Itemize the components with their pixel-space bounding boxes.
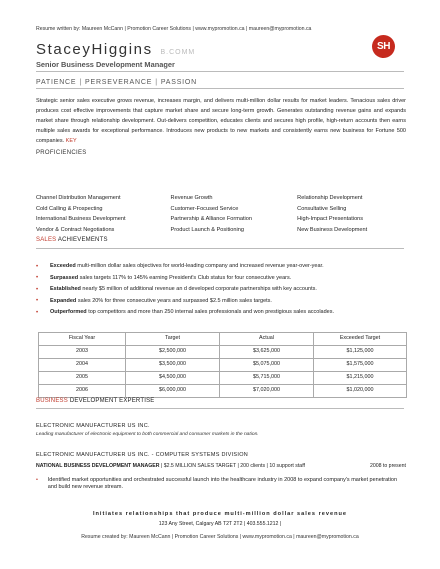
table-header-row: [39, 333, 407, 346]
heading-lead: SALES: [36, 237, 57, 243]
divider: [36, 408, 404, 409]
summary-text: Strategic senior sales executive grows revenue, increases margin, and delivers multi-million dollar results for market leaders. Tenacious sales driver produces cost effective improvements that capture market share and secure long-term growth. Generates outstanding revenue gains and expands market share through relationship development. Out-delivers competition, educates clients and secures high profile, high-return accounts then earns multiple sales awards for exceptional performance. Introduces new products to new markets and consistently earns new business for Fortune 500 companies.: [36, 98, 406, 145]
bullet-icon: •: [36, 298, 39, 305]
expertise-heading: [36, 397, 155, 405]
bullet-text: multi-million dollar sales objectives for world-leading company and increased revenue year-over-year.: [75, 263, 324, 270]
sales-results-table: [38, 332, 407, 398]
table-cell: 2004: [39, 359, 126, 372]
company-name: ELECTRONIC MANUFACTURER US INC.: [36, 423, 150, 429]
table-cell: $1,020,000: [314, 385, 407, 398]
bullet-text: Identified market opportunities and orchestrated successful launch into the healthcare industry in 2008 to expand company's market penetration and build new revenue stream.: [47, 477, 398, 491]
key-label: KEY: [65, 138, 77, 145]
motto-3: PASSION: [160, 79, 198, 86]
table-cell: $3,500,000: [126, 359, 220, 372]
skills-grid: [36, 195, 406, 237]
motto-separator: |: [79, 79, 82, 86]
bullet-icon: •: [36, 309, 39, 316]
sales-achievements-heading: [36, 236, 108, 244]
resume-written-by: Resume written by: Maureen McCann | Promotion Career Solutions | www.mypromotion.ca | maureen@mypromotion.ca: [36, 26, 312, 32]
role-details: | $2.5 MILLION SALES TARGET | 200 clients | 10 support staff: [160, 463, 305, 469]
initiative-statement: Initiates relationships that produce multi-million dollar sales revenue: [92, 511, 348, 517]
bullet-text: sales targets 117% to 145% earning President's Club status for four consecutive years.: [78, 274, 292, 281]
list-item: [36, 273, 404, 285]
resume-created-by: Resume created by: Maureen McCann | Promotion Career Solutions | www.mypromotion.ca | maureen@mypromotion.ca: [81, 534, 359, 540]
list-item: [36, 284, 404, 296]
job-title: Senior Business Development Manager: [36, 60, 175, 69]
table-cell: $1,575,000: [314, 359, 407, 372]
skill-item: Product Launch & Positioning: [170, 226, 244, 233]
division-name: ELECTRONIC MANUFACTURER US INC. - COMPUTER SYSTEMS DIVISION: [36, 452, 249, 458]
bullet-lead: Outperformed: [50, 309, 87, 316]
role-dates: 2008 to present: [369, 463, 406, 469]
column-header: Fiscal Year: [39, 333, 126, 346]
bullet-lead: Established: [50, 286, 81, 293]
credential: B.COMM: [160, 49, 196, 56]
proficiencies-heading: PROFICIENCIES: [36, 150, 87, 156]
candidate-name: [36, 40, 195, 60]
motto-2: PERSEVERANCE: [85, 79, 153, 86]
bullet-icon: •: [36, 286, 39, 293]
skill-item: Partnership & Alliance Formation: [170, 216, 253, 222]
table-cell: $2,500,000: [126, 346, 220, 359]
skill-item: Revenue Growth: [170, 195, 213, 201]
heading-lead: BUSINESS: [36, 398, 68, 404]
motto-line: [36, 78, 197, 87]
contact-address: 123 Any Street, Calgary AB T2T 2T2 | 403.555.1212 |: [158, 521, 282, 527]
table-cell: $1,215,000: [314, 372, 407, 385]
bullet-lead: Surpassed: [50, 274, 79, 281]
skill-item: Consultative Selling: [297, 205, 347, 212]
skill-item: High-Impact Presentations: [297, 216, 364, 222]
heading-rest: ACHIEVEMENTS: [57, 237, 108, 243]
skill-item: International Business Development: [36, 216, 126, 222]
table-row: [39, 359, 407, 372]
skill-item: Relationship Development: [297, 195, 363, 201]
bullet-lead: Expanded: [50, 297, 77, 304]
table-cell: $7,020,000: [220, 385, 314, 398]
skill-item: Channel Distribution Management: [36, 195, 121, 201]
skills-row: [36, 206, 406, 217]
monogram-logo: SH: [372, 35, 395, 58]
skill-item: Customer-Focused Service: [170, 205, 239, 212]
bullet-text: top competitors and more than 250 internal sales professionals and won prestigious sales accolades.: [86, 309, 335, 316]
table-cell: $4,500,000: [126, 372, 220, 385]
motto-1: PATIENCE: [36, 79, 77, 86]
divider: [36, 88, 404, 89]
column-header: Actual: [220, 333, 314, 346]
table-row: [39, 346, 407, 359]
divider: [36, 248, 404, 249]
column-header: Exceeded Target: [314, 333, 407, 346]
bullet-icon: •: [36, 263, 39, 270]
table-cell: 2005: [39, 372, 126, 385]
skill-item: Cold Calling & Prospecting: [36, 205, 103, 212]
heading-rest: DEVELOPMENT EXPERTISE: [69, 398, 155, 404]
bullet-text: sales 20% for three consecutive years and surpassed $2.5 million sales targets.: [76, 297, 272, 304]
table-cell: 2006: [39, 385, 126, 398]
list-item: [36, 307, 404, 319]
table-cell: 2003: [39, 346, 126, 359]
table-cell: $3,625,000: [220, 346, 314, 359]
skills-row: [36, 216, 406, 227]
skill-item: Vendor & Contract Negotiations: [36, 226, 115, 233]
first-name: Stacey: [36, 41, 92, 58]
table-row: [39, 372, 407, 385]
column-header: Target: [126, 333, 220, 346]
list-item: [36, 261, 404, 273]
role-line: [36, 463, 406, 470]
role-bullets: [36, 477, 406, 492]
role-title: NATIONAL BUSINESS DEVELOPMENT MANAGER: [36, 463, 160, 469]
table-cell: $6,000,000: [126, 385, 220, 398]
bullet-text: nearly $5 million of additional revenue an d developed corporate partnerships with key accounts.: [80, 286, 317, 293]
company-description: Leading manufacturer of electronic equipment to both commercial and consumer markets in the nation.: [36, 432, 259, 437]
motto-separator: |: [155, 79, 158, 86]
table-row: [39, 385, 407, 398]
skill-item: New Business Development: [297, 226, 368, 233]
table-cell: $1,125,000: [314, 346, 407, 359]
achievement-bullets: [36, 261, 404, 319]
bullet-icon: •: [36, 275, 39, 282]
list-item: [36, 477, 406, 492]
list-item: [36, 296, 404, 308]
divider: [36, 71, 404, 72]
table-cell: $5,715,000: [220, 372, 314, 385]
profile-summary: [36, 96, 406, 146]
skills-row: [36, 195, 406, 206]
bullet-lead: Exceeded: [50, 263, 76, 270]
bullet-icon: •: [36, 477, 38, 483]
table-cell: $5,075,000: [220, 359, 314, 372]
last-name: Higgins: [91, 41, 153, 58]
